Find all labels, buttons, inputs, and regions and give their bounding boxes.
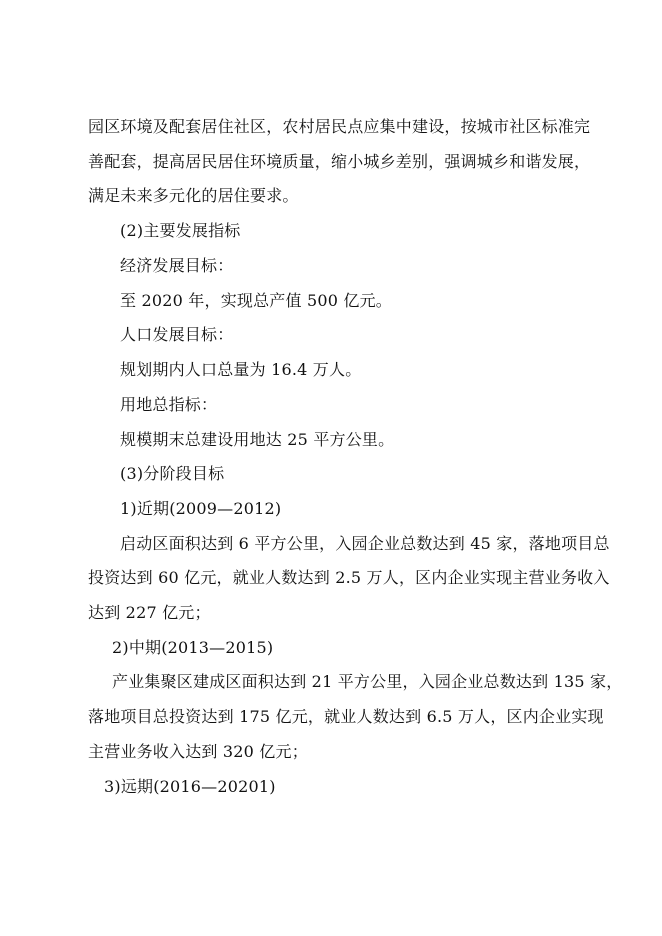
mid-term-line-3: 主营业务收入达到 320 亿元； bbox=[88, 742, 308, 761]
paragraph-line-2: 善配套，提高居民居住环境质量，缩小城乡差别，强调城乡和谐发展， bbox=[88, 152, 591, 171]
phase-heading-mid-term: 2)中期(2013—2015) bbox=[112, 638, 274, 657]
near-term-line-3: 达到 227 亿元； bbox=[88, 603, 211, 622]
paragraph-line-1: 园区环境及配套居住社区，农村居民点应集中建设，按城市社区标准完 bbox=[88, 117, 591, 136]
subheading-economic-goal: 经济发展目标： bbox=[120, 256, 234, 275]
subheading-population-goal: 人口发展目标： bbox=[120, 325, 234, 344]
phase-heading-near-term: 1)近期(2009—2012) bbox=[120, 499, 282, 518]
phase-heading-long-term: 3)远期(2016—20201) bbox=[104, 777, 276, 796]
land-indicator-text: 规模期末总建设用地达 25 平方公里。 bbox=[120, 430, 395, 449]
near-term-line-1: 启动区面积达到 6 平方公里，入园企业总数达到 45 家，落地项目总 bbox=[120, 534, 610, 553]
population-goal-text: 规划期内人口总量为 16.4 万人。 bbox=[120, 360, 362, 379]
subheading-land-indicator: 用地总指标： bbox=[120, 395, 218, 414]
economic-goal-text: 至 2020 年，实现总产值 500 亿元。 bbox=[120, 291, 393, 310]
mid-term-line-2: 落地项目总投资达到 175 亿元，就业人数达到 6.5 万人，区内企业实现 bbox=[88, 707, 604, 726]
mid-term-line-1: 产业集聚区建成区面积达到 21 平方公里，入园企业总数达到 135 家， bbox=[112, 672, 623, 691]
section-heading-phased-goals: (3)分阶段目标 bbox=[120, 464, 225, 483]
section-heading-main-indicators: (2)主要发展指标 bbox=[120, 221, 241, 240]
paragraph-line-3: 满足未来多元化的居住要求。 bbox=[88, 186, 299, 205]
near-term-line-2: 投资达到 60 亿元，就业人数达到 2.5 万人，区内企业实现主营业务收入 bbox=[88, 568, 610, 587]
